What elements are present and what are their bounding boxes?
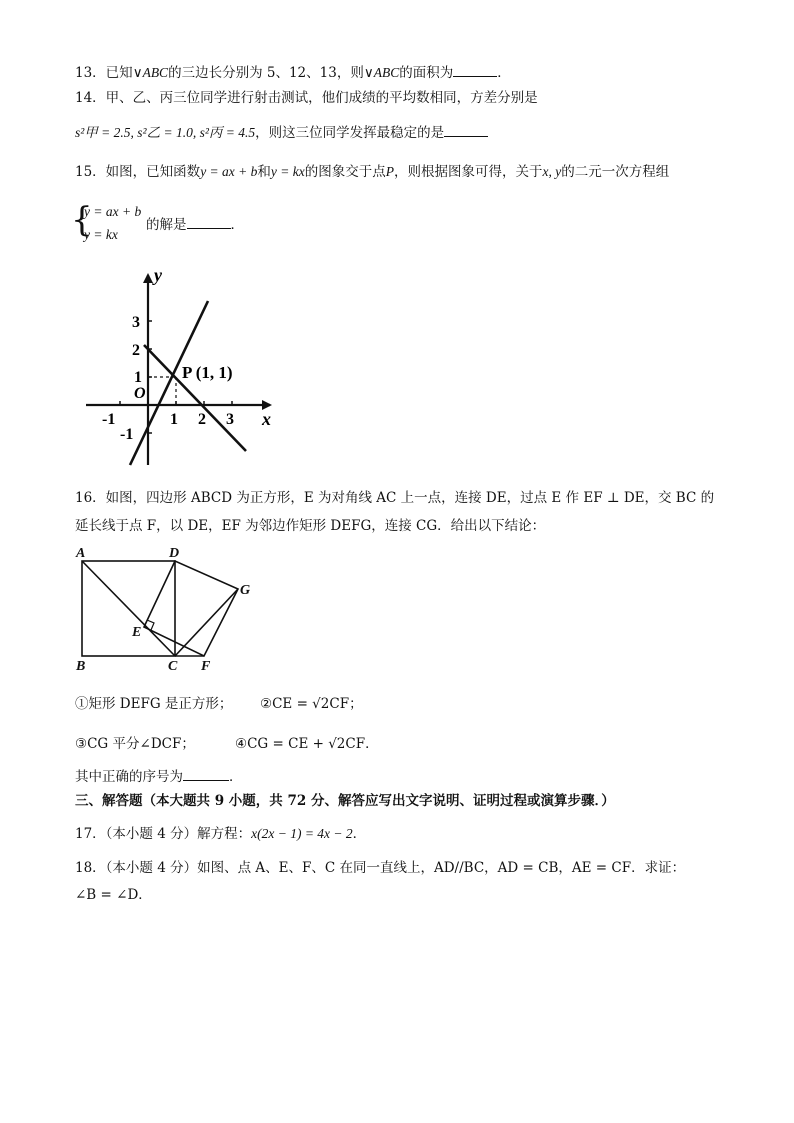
label-F: F (201, 659, 211, 674)
question-16-line1 (75, 489, 714, 507)
system-brace: { (71, 200, 93, 240)
q15-graph (82, 265, 282, 470)
x-tick-2: 2 (198, 411, 206, 428)
x-tick-neg1: -1 (102, 411, 116, 428)
q15-eq2: y = kx (84, 227, 118, 242)
q13-text-c: 的面积为 (399, 65, 454, 81)
segment-cg (175, 589, 238, 656)
q15-text-b: 的图象交于点 (304, 164, 386, 180)
y-tick-neg1: -1 (120, 426, 134, 443)
q16-line2: 延长线于点 F，以 DE，EF 为邻边作矩形 DEFG，连接 CG．给出以下结论： (75, 518, 546, 534)
question-16-line2 (75, 517, 545, 535)
q13-triangle-2: ∨ABC (363, 65, 400, 80)
label-A: A (76, 546, 86, 561)
q13-answer-blank (453, 64, 497, 77)
q15-eq1: y = ax + b (84, 204, 142, 219)
q13-end: ． (497, 65, 511, 81)
x-axis-label: x (262, 409, 271, 429)
q13-text-b: 的三边长分别为 5、12、13，则 (168, 65, 364, 81)
q15-solution-text: 的解是 (146, 217, 187, 233)
q16-figure (72, 544, 272, 674)
x-tick-3: 3 (226, 411, 234, 428)
q16-conclusion-1: ①矩形 DEFG 是正方形； (75, 696, 233, 712)
q15-f1: y = ax + b (200, 164, 258, 179)
line-y-ax-b (144, 345, 246, 451)
q15-end: ． (230, 217, 244, 233)
q15-xy: x, y (542, 164, 562, 179)
q16-answer-blank (183, 768, 229, 781)
origin-label: O (134, 385, 146, 402)
y-tick-1: 1 (134, 369, 142, 386)
y-tick-2: 2 (132, 342, 140, 359)
y-axis-label: y (154, 265, 162, 285)
q16-conclusion-4: ④CG = CE + √2CF． (235, 736, 379, 752)
q15-answer-blank (187, 216, 231, 229)
q15-text-a: 15．如图，已知函数 (75, 164, 201, 180)
label-B: B (76, 659, 86, 674)
section-3-heading: 三、解答题（本大题共 9 小题，共 72 分、解答应写出文字说明、证明过程或演算步骤．） (75, 793, 615, 809)
question-14 (75, 89, 538, 107)
label-G: G (240, 583, 251, 598)
q16-answer-text: 其中正确的序号为 (75, 769, 183, 785)
question-18-line1: 18．（本小题 4 分）如图、点 A、E、F、C 在同一直线上，AD//BC，AD = CB，AE = CF．求证： (75, 860, 686, 876)
q17-text: 17．（本小题 4 分）解方程： (75, 826, 252, 842)
question-14-formula-line (75, 124, 488, 142)
q14-formula: s²甲 = 2.5, s²乙 = 1.0, s²丙 = 4.5 (75, 125, 256, 140)
q16-answer-line (75, 768, 243, 786)
q15-solution-line (146, 216, 244, 234)
q16-line1: 16．如图，四边形 ABCD 为正方形，E 为对角线 AC 上一点，连接 DE，过点 E 作 EF ⊥ DE，交 BC 的 (75, 490, 715, 506)
question-13 (75, 64, 511, 82)
y-axis-arrow (143, 273, 153, 283)
point-p-label: P (1, 1) (182, 363, 233, 382)
q14-line1: 14．甲、乙、丙三位同学进行射击测试，他们成绩的平均数相同，方差分别是 (75, 90, 538, 106)
q15-text-c: ，则根据图象可得，关于 (394, 164, 543, 180)
q16-conclusion-3: ③CG 平分∠DCF； (75, 736, 195, 752)
q13-triangle: ∨ABC (132, 65, 169, 80)
q17-equation: x(2x − 1) = 4x − 2 (251, 826, 353, 841)
q15-point-P: P (385, 164, 394, 179)
q17-end: ． (352, 826, 367, 842)
q14-tail: ，则这三位同学发挥最稳定的是 (255, 125, 445, 141)
rectangle-defg (144, 561, 238, 656)
q15-text-d: 的二元一次方程组 (561, 164, 670, 180)
question-18-line2: ∠B = ∠D． (75, 887, 152, 903)
q15-and: 和 (257, 164, 271, 180)
q14-answer-blank (444, 124, 488, 137)
q13-text-a: 13．已知 (75, 65, 133, 81)
label-D: D (169, 546, 180, 561)
question-15 (75, 163, 669, 181)
q16-end: ． (229, 769, 243, 785)
label-C: C (168, 659, 178, 674)
q16-conclusion-2: ②CE = √2CF； (260, 696, 363, 712)
diagonal-ac (82, 561, 175, 656)
y-tick-3: 3 (132, 314, 140, 331)
question-17 (75, 825, 366, 843)
q15-f2: y = kx (270, 164, 305, 179)
label-E: E (132, 625, 142, 640)
x-tick-1: 1 (170, 411, 178, 428)
